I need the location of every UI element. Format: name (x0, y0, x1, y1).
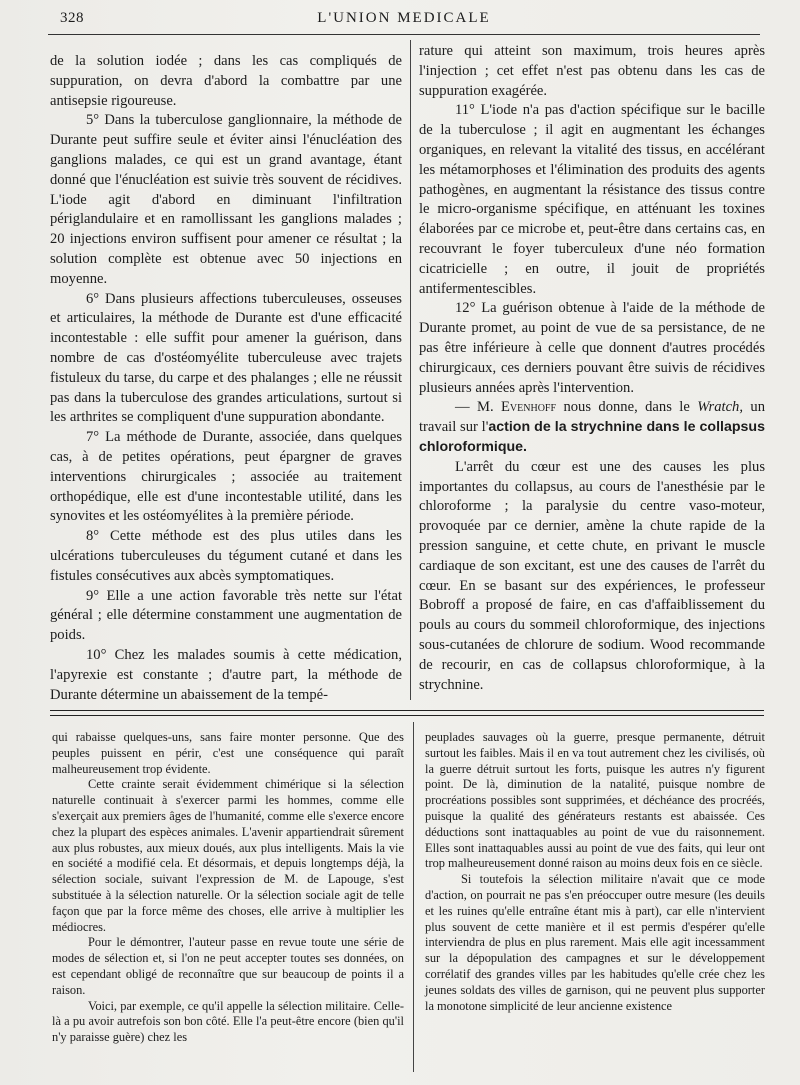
column-divider-top (410, 40, 411, 700)
running-title: L'UNION MEDICALE (317, 10, 491, 26)
paragraph: Cette crainte serait évidemment chimérique si la sélection naturelle continuait à s'exercer parmi les hommes, comme elle s'exerçait aux premiers âges de l'humanité, comme elle s'exerce encore chez la plupart des espèces animales. L'avenir appartiendrait sûrement aux plus robustes, aux mieux doués, aux plus intelligents. Mais la vie en société a modifié cela. Et désormais, et depuis longtemps déjà, la sélection sociale, suivant l'expression de M. de Lapouge, s'est substituée à la sélection naturelle. Or la sélection sociale agit de telle façon que par la force même des choses, elle arrive à multiplier les médiocres. (52, 777, 404, 934)
paragraph: L'arrêt du cœur est une des causes les plus importantes du collapsus, au cours de l'anesthésie par le chloroforme ; la paralysie du centre vaso-moteur, provoquée par ce dernier, amène la chute rapide de la pression sanguine, et cette chute, en privant le muscle cardiaque de son excitant, est une des causes de l'arrêt du cœur. En se basant sur des expériences, le professeur Bobroff a proposé de faire, en cas d'affaiblissement du pouls au cours du sommeil chloroformique, des injections sous-cutanées de chlorure de sodium. Wood recommande de recourir, en cas de collapsus chloroformique, à la strychnine. (419, 458, 765, 693)
paragraph: 7° La méthode de Durante, associée, dans quelques cas, à de petites opérations, peut épargner de graves interventions chirurgicales ; associée au traitement orthopédique, elle est d'une incontestable utilité, dans les synovites et les ostéomyélites à la première période. (50, 429, 402, 525)
paragraph: 6° Dans plusieurs affections tuberculeuses, osseuses et articulaires, la méthode de Durante est d'une efficacité incontestable : elle suffit pour amener la guérison, dans nombre de cas d'ostéomyélite tuberculeuse avec trajets fistuleux du tarse, du carpe et des phalanges ; elle ne réussit pas dans la tuberculose des grandes articulations, surtout si les arthrites se compliquent d'une suppuration abondante. (50, 290, 402, 426)
paragraph: 10° Chez les malades soumis à cette médication, l'apyrexie est constante ; d'autre part, la méthode de Durante détermine un abaissement de la tempé- (50, 646, 402, 703)
paragraph: de la solution iodée ; dans les cas compliqués de suppuration, on devra d'abord la combattre par une antisepsie rigoureuse. (50, 53, 402, 109)
paragraph: peuplades sauvages où la guerre, presque permanente, détruit surtout les faibles. Mais il en va tout autrement chez les civilisés, où la guerre détruit surtout les forts, puisque les autres n'y figurent point. De là, diminution de la natalité, puisque nombre de procréations possibles sont supprimées, et déchéance des procréés, puisque la qualité des générateurs restants est abaissée. Ces déductions sont inattaquables au point de vue du raisonnement. Elles sont inattaquables aussi au point de vue des faits, qui leur ont trop malheureusement donné raison au moins deux fois en ce siècle. (425, 730, 765, 871)
paragraph: Voici, par exemple, ce qu'il appelle la sélection militaire. Celle-là a pu avoir autrefois son bon côté. Elle l'a peut-être encore (bien qu'il n'y paraisse guère) chez les (52, 998, 404, 1045)
section-rule (50, 710, 764, 711)
upper-left-column (50, 52, 402, 705)
upper-right-column (419, 42, 765, 695)
section-rule (50, 715, 764, 716)
paragraph: 9° Elle a une action favorable très nette sur l'état général ; elle détermine constamment une augmentation de poids. (50, 587, 402, 644)
dash-lead: — M. (455, 399, 502, 416)
paragraph: Si toutefois la sélection militaire n'avait que ce mode d'action, on pourrait ne pas s'en préoccuper outre mesure (les deuils et les ruines qu'elle entraîne étant mis à part), car elle n'intervient plus souvent de cette manière et il est permis d'espérer qu'elle interviendra de plus en plus rarement. Mais elle agit incessamment sur la dépopulation des campagnes et sur le développement corrélatif des grandes villes par les habitudes qu'elle crée chez les jeunes soldats des villes de garnison, qui ne peuvent plus supporter la monotone simplicité de leur ancienne existence (425, 872, 765, 1013)
journal-name: Wratch, (697, 399, 744, 416)
paragraph: 12° La guérison obtenue à l'aide de la méthode de Durante promet, au point de vue de sa persistance, de ne pas être inférieure à celle que donnent d'autres procédés chirurgicaux, ces derniers pouvant être suivis de récidives plusieurs années après l'intervention. (419, 300, 765, 396)
text-fragment: nous donne, dans le (556, 399, 698, 416)
column-divider-bottom (413, 722, 414, 1072)
paragraph: qui rabaisse quelques-uns, sans faire monter personne. Que des peuples puissent en périr, c'est une conséquence qui paraît malheureusement trop évidente. (52, 730, 404, 776)
paragraph: 8° Cette méthode est des plus utiles dans les ulcérations tuberculeuses du tégument cutané et dans les fistules consécutives aux abcès symptomatiques. (50, 528, 402, 584)
page-number: 328 (60, 10, 84, 26)
page-header (48, 8, 760, 30)
article-topic-heading: action de la strychnine dans le collapsus chloroformique. (419, 419, 765, 455)
author-name: Evenhoff (501, 399, 557, 416)
header-rule (48, 34, 760, 35)
paragraph: rature qui atteint son maximum, trois heures après l'injection ; cet effet n'est pas obtenu dans les cas de suppuration exagérée. (419, 43, 765, 99)
feuilleton-right-column (425, 730, 765, 1014)
paragraph: Pour le démontrer, l'auteur passe en revue toute une série de modes de sélection et, si l'on ne peut accepter toutes ses données, on est cependant obligé de reconnaître que sur beaucoup de points il a raison. (52, 935, 404, 997)
text-fragment: un travail sur l' (419, 399, 766, 436)
feuilleton-left-column (52, 730, 404, 1046)
paragraph: 5° Dans la tuberculose ganglionnaire, la méthode de Durante peut suffire seule et éviter ainsi l'énucléation des ganglions malades, ce qui est un grand avantage, étant donné que l'énucléation est suivie très souvent de récidives. L'iode agit d'abord en diminuant l'infiltration périglandulaire et en ramollissant les ganglions malades ; 20 injections environ suffisent pour amener ce résultat ; la solution complète est obtenue avec 50 injections en moyenne. (50, 112, 402, 287)
news-item-paragraph (419, 398, 765, 457)
paragraph: 11° L'iode n'a pas d'action spécifique sur le bacille de la tuberculose ; il agit en augmentant les échanges organiques, en relevant la vitalité des tissus, en accélérant les métamorphoses et l'élimination des produits des agents pathogènes, en augmentant la résistance des tissus contre le micro-organisme spécifique, en atténuant les toxines élaborées par ce microbe et, peut-être dans certains cas, en recouvrant le foyer tuberculeux d'une néo formation cicatricielle ; en outre, il jouit de propriétés antifermentescibles. (419, 102, 765, 297)
